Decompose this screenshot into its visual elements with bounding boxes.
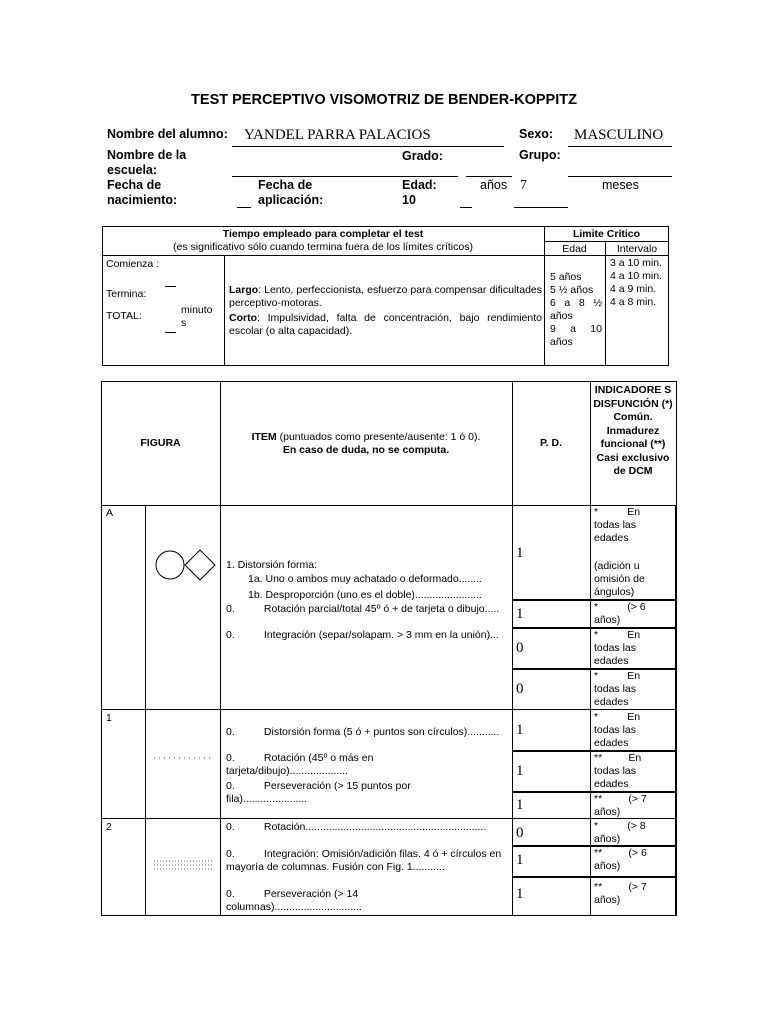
nacimiento-label: Fecha de nacimiento: <box>107 178 178 207</box>
f1-pd-3: 1 <box>516 797 524 813</box>
intervalo-header: Intervalo <box>616 243 658 255</box>
f1-item-rotacion: 0. Rotación (45º o más en tarjeta/dibujo).................... <box>226 752 377 777</box>
f2-ind-3: ** (> 7 años) <box>594 881 650 906</box>
sexo-value: MASCULINO <box>574 127 664 143</box>
a-pd-2: 1 <box>516 606 524 622</box>
alumno-value: YANDEL PARRA PALACIOS <box>244 127 431 143</box>
edad-header: Edad <box>562 243 587 255</box>
indicadores-header: INDICADORE S DISFUNCIÓN (*) Común. Inmadurez funcional (**) Casi exclusivo de DCM <box>593 384 673 477</box>
minutos-label: minuto s <box>181 304 213 329</box>
edad-label: Edad: <box>402 178 437 192</box>
a-pd-4: 0 <box>516 681 524 697</box>
f2-pd-2: 1 <box>516 852 524 868</box>
fig-1-label: 1 <box>106 712 112 724</box>
total-label: TOTAL: <box>106 310 142 322</box>
escuela-label: Nombre de la escuela: <box>107 148 187 177</box>
f2-item-perseveracion: 0. Perseveración (> 14 columnas).............................. <box>226 888 362 913</box>
a-item-1a: 1a. Uno o ambos muy achatado o deformado........ <box>248 573 483 585</box>
alumno-label: Nombre del alumno: <box>107 127 228 141</box>
item-header: ITEM (puntuados como presente/ausente: 1 ó 0). <box>251 431 481 443</box>
anos-label: años <box>480 178 508 192</box>
time-header-sub: (es significativo sólo cuando termina fuera de los límites críticos) <box>173 241 473 253</box>
a-item-rotacion: 0. Rotación parcial/total 45º ó + de tarjeta o dibujo..... <box>226 603 500 615</box>
a-ind-4: * En todas las edades <box>594 670 644 708</box>
f1-item-perseveracion: 0. Perseveración (> 15 puntos por fila)...................... <box>226 780 414 805</box>
grado-label: Grado: <box>402 149 443 163</box>
aplicacion-label: Fecha de aplicación: <box>258 178 324 207</box>
fig-2-label: 2 <box>106 821 112 833</box>
a-pd-1: 1 <box>516 545 524 561</box>
a-ind-2: * (> 6 años) <box>594 601 649 626</box>
meses-value: 7 <box>520 178 527 193</box>
f2-item-rotacion: 0. Rotación.............................................................. <box>226 821 487 833</box>
a-pd-3: 0 <box>516 640 524 656</box>
grupo-label: Grupo: <box>519 148 561 162</box>
page-title: TEST PERCEPTIVO VISOMOTRIZ DE BENDER-KOPPITZ <box>191 92 577 108</box>
a-ind-3: * En todas las edades <box>594 629 644 667</box>
f1-pd-2: 1 <box>516 763 524 779</box>
figure-a-drawing <box>150 545 218 585</box>
f1-ind-2: ** En todas las edades <box>594 752 645 790</box>
f2-ind-2: ** (> 6 años) <box>594 847 650 872</box>
f1-ind-1: * En todas las edades <box>594 711 644 749</box>
a-item-1b: 1b. Desproporción (uno es el doble)....................... <box>248 589 483 601</box>
largo-text: Largo: Lento, perfeccionista, esfuerzo para compensar dificultades perceptivo-motoras. <box>229 284 542 309</box>
sexo-label: Sexo: <box>519 127 554 141</box>
f2-pd-3: 1 <box>516 886 524 902</box>
edad-value: 10 <box>402 193 416 207</box>
meses-label: meses <box>602 178 639 192</box>
item-header-line2: En caso de duda, no se computa. <box>282 444 450 456</box>
f1-pd-1: 1 <box>516 722 524 738</box>
a-ind-1-note: (adición u omisión de ángulos) <box>594 560 645 598</box>
corto-text: Corto: Impulsividad, falta de concentración, bajo rendimiento escolar (o alta capacidad). <box>229 312 542 337</box>
a-ind-1: * En todas las edades <box>594 506 644 544</box>
edades-list: 5 años 5 ½ años 6 a 8 ½ años 9 a 10 años <box>550 271 602 348</box>
figura-header: FIGURA <box>140 437 181 449</box>
figure-1-drawing <box>150 754 218 762</box>
pd-header: P. D. <box>540 437 562 449</box>
intervalos-list: 3 a 10 min. 4 a 10 min. 4 a 9 min. 4 a 8 min. <box>610 257 662 308</box>
a-item-1: 1. Distorsión forma: <box>226 559 318 571</box>
time-header-main: Tiempo empleado para completar el test <box>222 228 424 240</box>
f2-pd-1: 0 <box>516 825 524 841</box>
f1-item-distorsion: 0. Distorsión forma (5 ó + puntos son círculos)........... <box>226 726 500 738</box>
figure-2-drawing <box>150 858 218 872</box>
comienza-label: Comienza : <box>106 258 160 270</box>
f2-item-integracion: 0. Integración: Omisión/adición filas. 4 ó + círculos en mayoría de columnas. Fusión con Fig. 1........... <box>226 848 505 873</box>
f2-ind-1: * (> 8 años) <box>594 820 649 845</box>
fig-a-label: A <box>106 507 114 519</box>
f1-ind-3: ** (> 7 años) <box>594 793 650 818</box>
termina-label: Termina: <box>106 288 147 300</box>
limite-header: Limite Crítico <box>572 228 641 240</box>
a-item-integracion: 0. Integración (separ/solapam. > 3 mm en la unión)... <box>226 629 499 641</box>
